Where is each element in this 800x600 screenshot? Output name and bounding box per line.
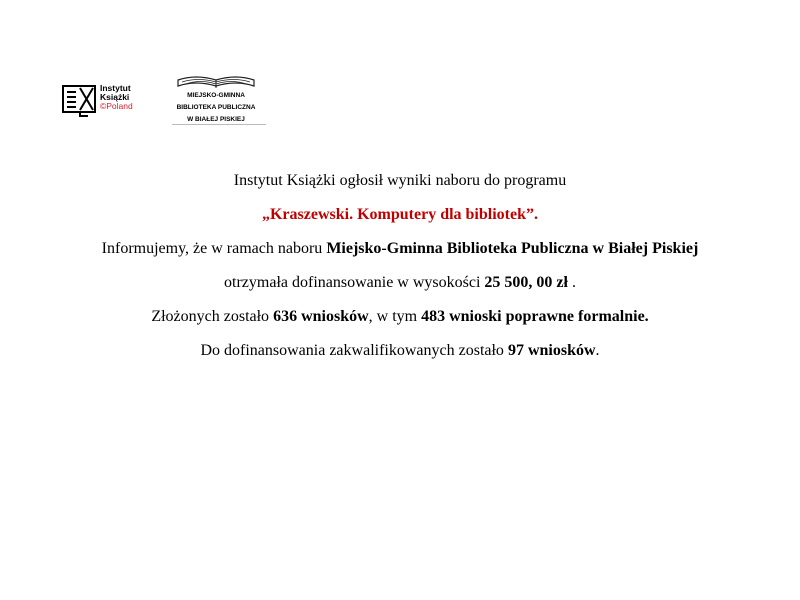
library-logo-line-2: BIBLIOTEKA PUBLICZNA: [176, 104, 256, 111]
library-logo-line-1: MIEJSKO-GMINNA: [187, 92, 245, 99]
announcement-line-4: [0, 270, 800, 304]
instytut-ksiazki-logo: [60, 82, 142, 122]
line5-middle: , w tym: [368, 308, 422, 325]
funding-amount: 25 500, 00 zł: [484, 274, 568, 291]
library-logo: [166, 74, 266, 126]
library-name: Miejsko-Gminna Biblioteka Publiczna w Białej Piskiej: [326, 240, 699, 257]
library-logo-divider: [172, 124, 266, 125]
announcement: [0, 168, 800, 372]
library-logo-line-3: W BIAŁEJ PISKIEJ: [187, 116, 245, 123]
ik-line-3: ©Poland: [100, 101, 133, 111]
announcement-line-2: [0, 202, 800, 236]
ik-line-2: Książki: [100, 92, 130, 102]
line5-prefix: Złożonych zostało: [151, 308, 274, 325]
announcement-line-5: [0, 304, 800, 338]
line3-prefix: Informujemy, że w ramach naboru: [101, 240, 327, 257]
line4-suffix: .: [567, 274, 576, 291]
announcement-line-1: [0, 168, 800, 202]
applications-total: 636 wniosków: [273, 308, 369, 325]
announcement-line-3: [0, 236, 800, 270]
applications-funded: 97 wniosków: [507, 342, 596, 359]
open-book-icon: [176, 74, 256, 90]
intro-text: Instytut Książki ogłosił wyniki naboru do programu: [233, 172, 567, 189]
line6-suffix: .: [595, 342, 600, 359]
announcement-line-6: [0, 338, 800, 372]
applications-valid: 483 wnioski poprawne formalnie.: [421, 308, 649, 325]
instytut-ksiazki-mark-icon: [62, 85, 96, 117]
instytut-ksiazki-wordmark: [100, 84, 133, 111]
program-title: „Kraszewski. Komputery dla bibliotek”.: [261, 206, 538, 223]
line4-prefix: otrzymała dofinansowanie w wysokości: [224, 274, 485, 291]
ik-line-1: Instytut: [100, 83, 131, 93]
line6-prefix: Do dofinansowania zakwalifikowanych zostało: [200, 342, 508, 359]
